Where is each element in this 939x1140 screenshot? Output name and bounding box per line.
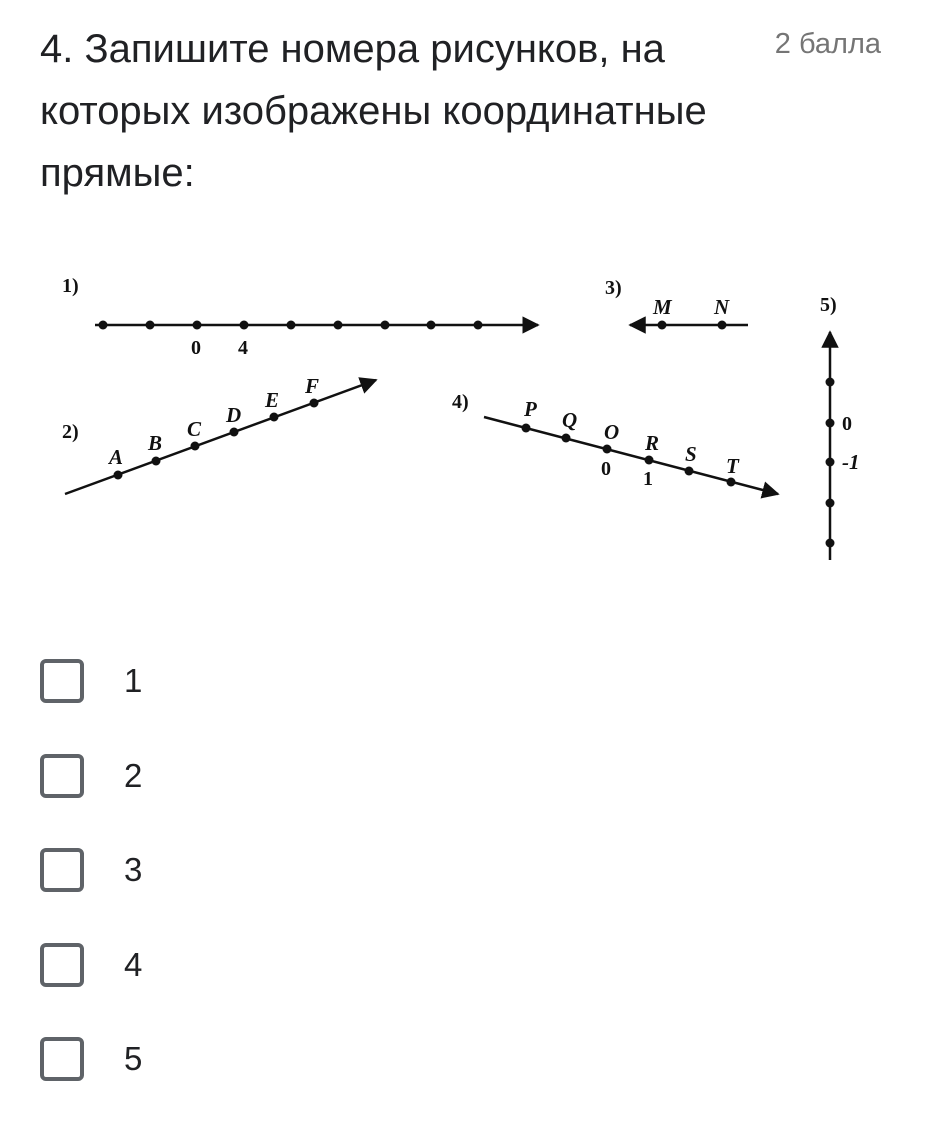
point-s: S [685, 442, 697, 466]
panel-2 [62, 374, 376, 494]
panel-4-number: 4) [452, 391, 469, 413]
checkbox[interactable] [40, 754, 84, 798]
question-title: 4. Запишите номера рисунков, на которых изображены координатные прямые: [40, 27, 707, 195]
panel-1 [62, 275, 538, 359]
point-b: B [148, 431, 163, 455]
points-label: 2 балла [774, 28, 881, 60]
point-p: P [524, 397, 537, 421]
option-label: 4 [124, 945, 143, 983]
option-5[interactable] [40, 1033, 440, 1085]
panel-4-tick-1: 1 [643, 468, 653, 490]
panel-1-number: 1) [62, 275, 79, 297]
point-e: E [265, 388, 280, 412]
point-t: T [726, 454, 739, 478]
option-1[interactable] [40, 655, 440, 707]
option-label: 3 [124, 851, 143, 888]
number-lines-figure [40, 262, 900, 572]
panel-3 [605, 277, 748, 330]
point-q: Q [562, 408, 578, 432]
option-label: 1 [124, 662, 143, 699]
point-n: N [714, 295, 730, 319]
panel-5-label-minus-1: -1 [842, 450, 860, 474]
option-4[interactable] [40, 939, 440, 991]
panel-5-number: 5) [820, 294, 837, 316]
point-f: F [305, 374, 320, 398]
checkbox[interactable] [40, 659, 84, 703]
option-label: 5 [124, 1040, 143, 1077]
panel-2-number: 2) [62, 421, 79, 443]
panel-4-tick-0: 0 [601, 458, 611, 480]
point-c: C [187, 417, 202, 441]
point-d: D [226, 403, 242, 427]
point-a: A [109, 445, 124, 469]
checkbox[interactable] [40, 848, 84, 892]
point-m: M [653, 295, 672, 319]
panel-3-number: 3) [605, 277, 622, 299]
panel-1-label-4: 4 [238, 337, 248, 359]
point-o: O [604, 420, 620, 444]
panel-4 [452, 391, 778, 494]
panel-1-label-0: 0 [191, 337, 201, 359]
option-2[interactable] [40, 750, 440, 802]
panel-5 [820, 294, 860, 560]
option-label: 2 [124, 756, 143, 794]
point-r: R [645, 431, 660, 455]
answer-options [40, 655, 440, 1128]
option-3[interactable] [40, 844, 440, 896]
panel-5-label-0: 0 [842, 413, 852, 435]
checkbox[interactable] [40, 943, 84, 987]
checkbox[interactable] [40, 1037, 84, 1081]
